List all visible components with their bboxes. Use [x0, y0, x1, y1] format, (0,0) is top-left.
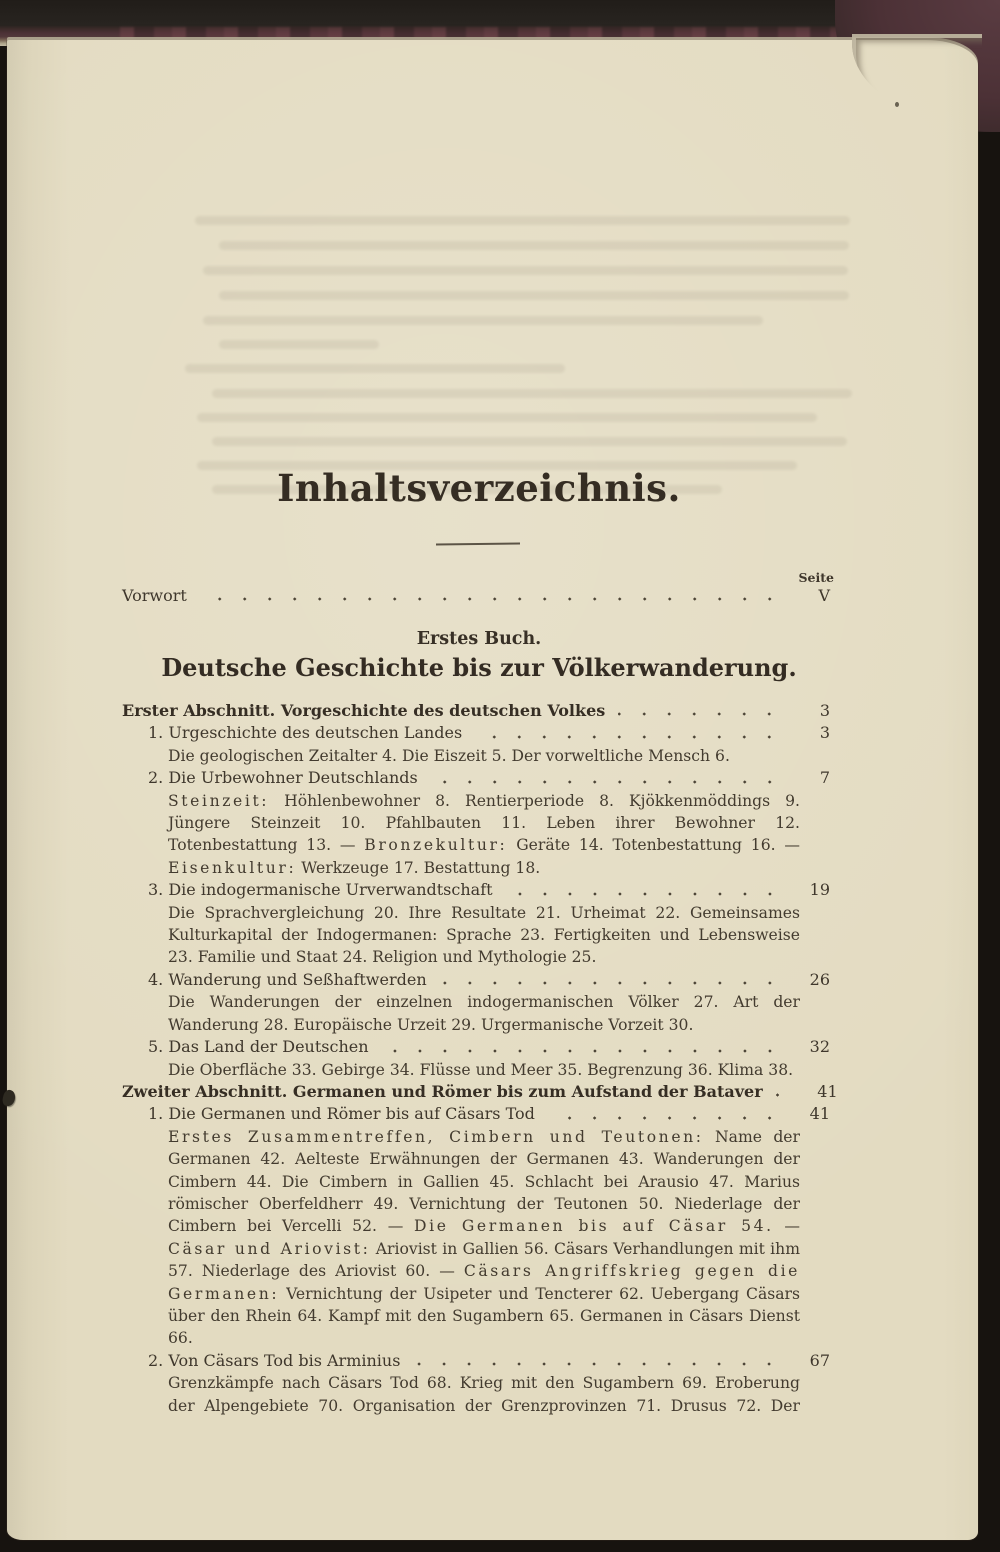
ink-blot: [1, 1089, 17, 1107]
dot-leader: [618, 708, 786, 718]
showthrough-smudge: [219, 340, 379, 349]
entry-title: 3. Die indogermanische Urverwandtschaft: [148, 880, 493, 900]
paper-speck: [895, 102, 899, 107]
showthrough-smudge: [219, 241, 849, 250]
toc-description: [168, 1372, 800, 1417]
toc-item-row: [122, 1350, 836, 1372]
entry-title: Vorwort: [122, 586, 187, 605]
page-number: 67: [809, 1350, 830, 1370]
emphasized-term: Steinzeit:: [168, 791, 270, 810]
toc-item-row: [122, 1036, 836, 1058]
dot-leader: [506, 888, 786, 898]
toc-vorwort-row: [122, 585, 836, 607]
toc-description: [168, 1126, 800, 1350]
showthrough-smudge: [219, 291, 849, 300]
description-text: Höhlenbewohner 8. Rentierperiode 8. Kjökkenmöddings 9. Jüngere Steinzeit 10. Pfahlbauten 11. Leben ihrer Bewohner 12. Totenbestattung 13. —: [168, 791, 800, 855]
dot-leader: [413, 1358, 786, 1368]
page-title: Inhaltsverzeichnis.: [277, 466, 681, 510]
description-text: Grenzkämpfe nach Cäsars Tod 68. Krieg mit den Sugambern 69. Eroberung der Alpengebiete 70. Organisation der Grenzprovinzen 71. Drusus 72. Der: [168, 1374, 800, 1415]
toc-description: [168, 991, 800, 1036]
page-number: 3: [819, 723, 830, 743]
emphasized-term: Eisenkultur:: [168, 858, 297, 877]
toc-item-row: [122, 1103, 836, 1125]
showthrough-smudge: [203, 316, 763, 325]
toc-section-row: [122, 700, 836, 722]
entry-title: 1. Urgeschichte des deutschen Landes: [148, 723, 463, 743]
entry-title: 1. Die Germanen und Römer bis auf Cäsars Tod: [148, 1104, 535, 1124]
toc-item-row: [122, 767, 836, 789]
page-number: 19: [809, 880, 830, 900]
showthrough-smudge: [197, 413, 817, 422]
showthrough-smudge: [203, 266, 848, 275]
toc-item-row: [122, 879, 836, 901]
showthrough-smudge: [195, 216, 850, 225]
toc-item-row: [122, 969, 836, 991]
showthrough-smudge: [185, 364, 565, 373]
dot-leader: [440, 977, 786, 987]
book-heading: Erstes Buch.: [416, 629, 542, 649]
entry-title: 5. Das Land der Deutschen: [148, 1037, 369, 1057]
book-page: [7, 40, 978, 1540]
entry-title: 2. Die Urbewohner Deutschlands: [148, 768, 418, 788]
dot-leader: [776, 1089, 794, 1099]
dot-leader: [431, 776, 786, 786]
page-number: 41: [809, 1104, 830, 1124]
toc-description: [168, 790, 800, 880]
toc-item-row: [122, 722, 836, 744]
toc-description: [168, 745, 800, 767]
page-number: 32: [809, 1037, 830, 1057]
toc-entries: [122, 700, 836, 1417]
showthrough-smudge: [212, 437, 847, 446]
description-text: —: [773, 1217, 800, 1236]
description-text: Geräte 14. Totenbestattung 16. —: [507, 836, 800, 855]
entry-title: 4. Wanderung und Seßhaftwerden: [148, 969, 427, 989]
description-text: Die Oberfläche 33. Gebirge 34. Flüsse und Meer 35. Begrenzung 36. Klima 38.: [168, 1060, 794, 1079]
toc-description: [168, 902, 800, 969]
page-number: V: [818, 586, 830, 605]
book-subtitle: Deutsche Geschichte bis zur Völkerwanderung.: [161, 653, 797, 682]
dot-leader: [548, 1112, 786, 1122]
page-number: 7: [819, 768, 830, 788]
dot-leader: [200, 593, 786, 603]
dot-leader: [382, 1045, 786, 1055]
toc-section-row: [122, 1081, 836, 1103]
page-number: 41: [817, 1081, 838, 1101]
emphasized-term: Cäsars Angriffskrieg gegen die Germanen:: [168, 1262, 800, 1303]
description-text: Die geologischen Zeitalter 4. Die Eiszeit 5. Der vorweltliche Mensch 6.: [168, 746, 730, 765]
page-number: 26: [809, 969, 830, 989]
showthrough-smudge: [212, 389, 852, 398]
description-text: Die Sprachvergleichung 20. Ihre Resultate 21. Urheimat 22. Gemeinsames Kulturkapital der Indogermanen: Sprache 23. Fertigkeiten und Lebensweise 23. Familie und Staat 24. Religion und Mythologie 25.: [168, 903, 800, 967]
title-divider: [436, 543, 520, 546]
description-text: Name der Germanen 42. Aelteste Erwähnungen der Germanen 43. Wanderungen der Cimbern 44. Die Cimbern in Gallien 45. Schlacht bei Arausio 47. Marius römischer Oberfeldherr 49. Vernichtung der Teutonen 50. Niederlage der Cimbern bei Vercelli 52. —: [168, 1127, 800, 1236]
emphasized-term: Erstes Zusammentreffen, Cimbern und Teutonen:: [168, 1127, 704, 1146]
page-column-label: Seite: [798, 570, 834, 585]
entry-title: Erster Abschnitt. Vorgeschichte des deutschen Volkes: [122, 701, 606, 720]
emphasized-term: Die Germanen bis auf Cäsar 54.: [414, 1217, 774, 1236]
emphasized-term: Cäsar und Ariovist:: [168, 1239, 371, 1258]
description-text: Werkzeuge 17. Bestattung 18.: [296, 858, 541, 877]
entry-title: Zweiter Abschnitt. Germanen und Römer bis zum Aufstand der Bataver: [122, 1081, 763, 1101]
description-text: Vernichtung der Usipeter und Tencterer 62. Uebergang Cäsars über den Rhein 64. Kampf mit den Sugambern 65. Germanen in Cäsars Dienst 66.: [168, 1284, 800, 1348]
description-text: Die Wanderungen der einzelnen indogermanischen Völker 27. Art der Wanderung 28. Europäische Urzeit 29. Urgermanische Vorzeit 30.: [168, 993, 800, 1034]
dot-leader: [475, 731, 786, 741]
entry-title: 2. Von Cäsars Tod bis Arminius: [148, 1350, 401, 1370]
description-text: Ariovist in Gallien 56. Cäsars Verhandlungen mit ihm 57. Niederlage des Ariovist 60. —: [168, 1239, 800, 1281]
toc-description: [168, 1059, 800, 1081]
emphasized-term: Bronzekultur:: [364, 836, 508, 855]
page-number: 3: [819, 701, 830, 720]
